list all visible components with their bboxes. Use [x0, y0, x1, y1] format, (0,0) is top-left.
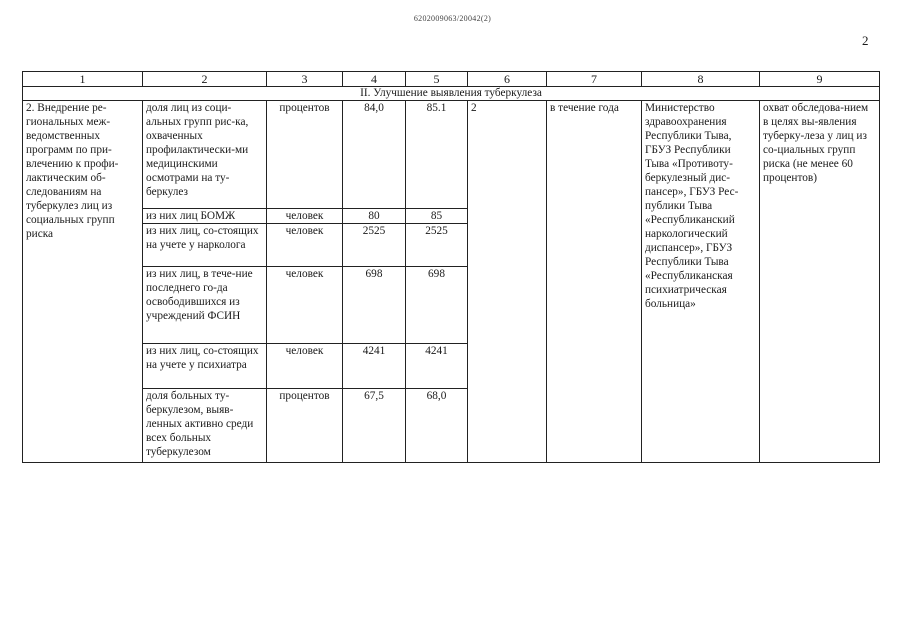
header-cell: 3 — [267, 72, 343, 87]
base-value-cell: 698 — [343, 267, 406, 344]
executors-cell: Министерство здравоохранения Республики Тыва, ГБУЗ Республики Тыва «Противоту-беркулезный дис-пансер», ГБУЗ Рес-публики Тыва «Республиканский наркологический диспансер», ГБУЗ Республики Тыва «Республиканская психиатрическая больница» — [642, 101, 760, 463]
target-value-cell: 2525 — [406, 224, 468, 267]
header-cell: 2 — [143, 72, 267, 87]
table-row — [23, 101, 880, 209]
unit-cell: процентов — [267, 389, 343, 463]
header-cell: 7 — [547, 72, 642, 87]
unit-cell: человек — [267, 344, 343, 389]
indicator-cell: доля больных ту-беркулезом, выяв-ленных активно среди всех больных туберкулезом — [143, 389, 267, 463]
indicator-cell: из них лиц, в тече-ние последнего го-да освободившихся из учреждений ФСИН — [143, 267, 267, 344]
indicator-cell: из них лиц БОМЖ — [143, 209, 267, 224]
base-value-cell: 2525 — [343, 224, 406, 267]
section-row — [23, 87, 880, 101]
base-value-cell: 80 — [343, 209, 406, 224]
indicator-cell: из них лиц, со-стоящих на учете у нарколога — [143, 224, 267, 267]
indicator-cell: из них лиц, со-стоящих на учете у психиатра — [143, 344, 267, 389]
col6-cell: 2 — [468, 101, 547, 463]
unit-cell: человек — [267, 209, 343, 224]
document-id: 6202009063/20042(2) — [413, 14, 492, 23]
header-cell: 1 — [23, 72, 143, 87]
header-cell: 9 — [760, 72, 880, 87]
target-value-cell: 85.1 — [406, 101, 468, 209]
base-value-cell: 84,0 — [343, 101, 406, 209]
header-cell: 4 — [343, 72, 406, 87]
target-value-cell: 4241 — [406, 344, 468, 389]
result-cell: охват обследова-нием в целях вы-явления туберку-леза у лиц из со-циальных групп риска (не менее 60 процентов) — [760, 101, 880, 463]
unit-cell: человек — [267, 267, 343, 344]
base-value-cell: 67,5 — [343, 389, 406, 463]
plan-table — [22, 71, 880, 463]
target-value-cell: 85 — [406, 209, 468, 224]
header-cell: 6 — [468, 72, 547, 87]
page-number: 2 — [862, 33, 869, 48]
target-value-cell: 698 — [406, 267, 468, 344]
unit-cell: процентов — [267, 101, 343, 209]
header-row — [23, 72, 880, 87]
deadline-cell: в течение года — [547, 101, 642, 463]
indicator-cell: доля лиц из соци-альных групп рис-ка, охваченных профилактически-ми медицинскими осмотрами на ту-беркулез — [143, 101, 267, 209]
header-cell: 8 — [642, 72, 760, 87]
section-title: II. Улучшение выявления туберкулеза — [23, 87, 880, 101]
target-value-cell: 68,0 — [406, 389, 468, 463]
activity-cell: 2. Внедрение ре-гиональных меж-ведомственных программ по при-влечению к профи-лактическим об-следованиям на туберкулез лиц из социальных групп риска — [23, 101, 143, 463]
header-cell: 5 — [406, 72, 468, 87]
base-value-cell: 4241 — [343, 344, 406, 389]
unit-cell: человек — [267, 224, 343, 267]
